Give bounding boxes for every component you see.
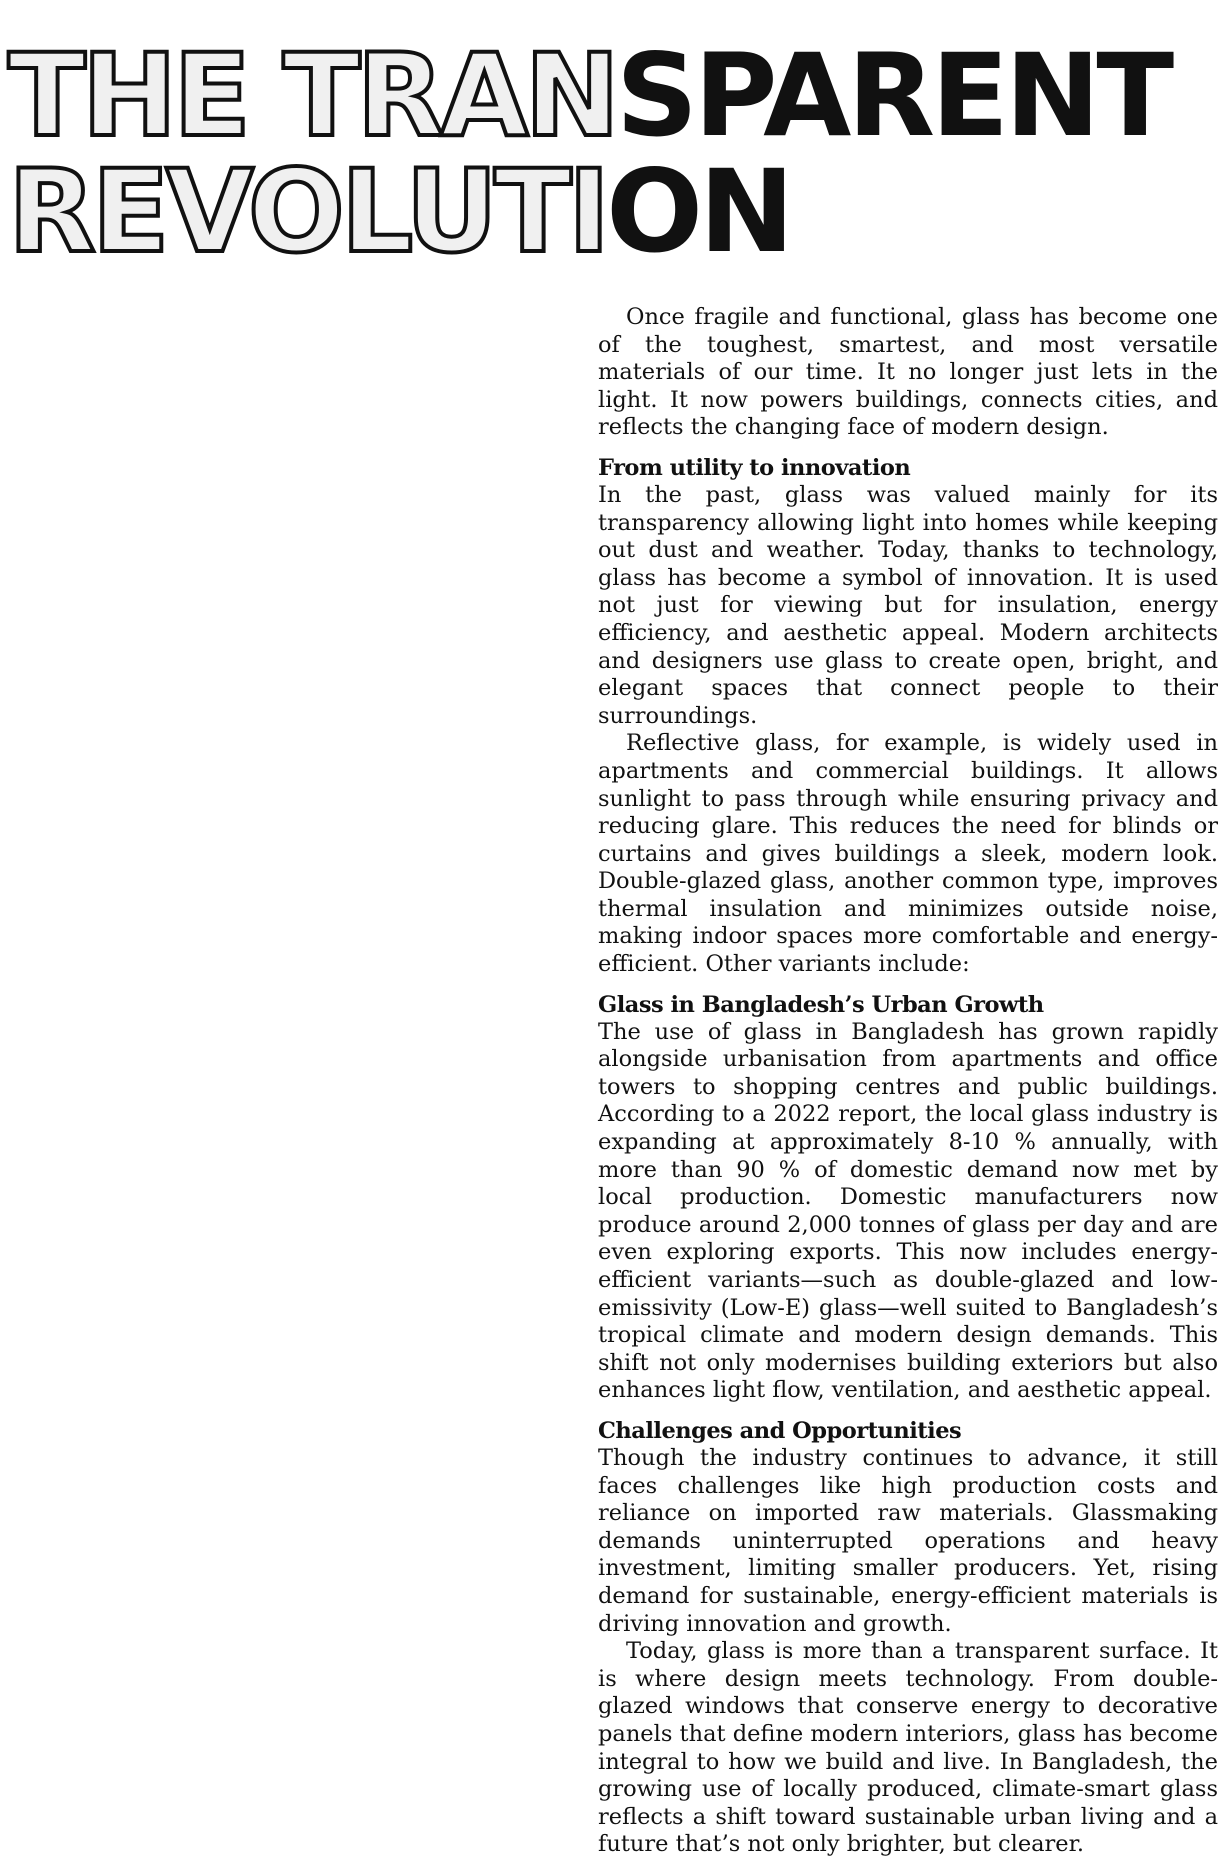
section-heading-challenges: Challenges and Opportunities [598,1417,962,1444]
headline-outline-part: THE TRAN [8,29,616,162]
section-heading-utility-innovation: From utility to innovation [598,454,911,481]
section-heading-bangladesh-growth: Glass in Bangladesh’s Urban Growth [598,991,1044,1018]
headline [8,29,1171,278]
headline-outline-part: REVOLUTI [8,145,607,278]
intro-paragraph: Once fragile and functional, glass has become one of the toughest, smartest, and most versatile materials of our time. It no longer just lets in the light. It now powers buildings, connects cities, and reflects the changing face of modern design. [598,304,1218,441]
article-body [598,304,1218,1859]
body-paragraph: In the past, glass was valued mainly for its transparency allowing light into homes while keeping out dust and weather. Today, thanks to technology, glass has become a symbol of innovation. It is used not just for viewing but for insulation, energy efficiency, and aesthetic appeal. Modern architects and designers use glass to create open, bright, and elegant spaces that connect people to their surroundings. [598,481,1218,729]
body-paragraph: Today, glass is more than a transparent surface. It is where design meets technology. From double-glazed windows that conserve energy to decorative panels that define modern interiors, glass has become integral to how we build and live. In Bangladesh, the growing use of locally produced, climate-smart glass reflects a shift toward sustainable urban living and a future that’s not only brighter, but clearer. [598,1638,1218,1858]
body-paragraph: Though the industry continues to advance, it still faces challenges like high production costs and reliance on imported raw materials. Glassmaking demands uninterrupted operations and heavy investment, limiting smaller producers. Yet, rising demand for sustainable, energy-efficient materials is driving innovation and growth. [598,1444,1218,1637]
body-paragraph: The use of glass in Bangladesh has grown rapidly alongside urbanisation from apartments and office towers to shopping centres and public buildings. According to a 2022 report, the local glass industry is expanding at approximately 8-10 % annually, with more than 90 % of domestic demand now met by local production. Domestic manufacturers now produce around 2,000 tonnes of glass per day and are even exploring exports. This now includes energy-efficient variants—such as double-glazed and low-emissivity (Low-E) glass—well suited to Bangladesh’s tropical climate and modern design demands. This shift not only modernises building exteriors but also enhances light flow, ventilation, and aesthetic appeal. [598,1018,1218,1404]
headline-solid-part: ON [606,145,791,278]
headline-line-2 [8,145,1170,278]
headline-line-1 [8,29,1171,162]
body-paragraph: Reflective glass, for example, is widely used in apartments and commercial buildings. It allows sunlight to pass through while ensuring privacy and reducing glare. This reduces the need for blinds or curtains and gives buildings a sleek, modern look. Double-glazed glass, another common type, improves thermal insulation and minimizes outside noise, making indoor spaces more comfortable and energy-efficient. Other variants include: [598,730,1218,978]
headline-solid-part: SPARENT [615,29,1171,162]
